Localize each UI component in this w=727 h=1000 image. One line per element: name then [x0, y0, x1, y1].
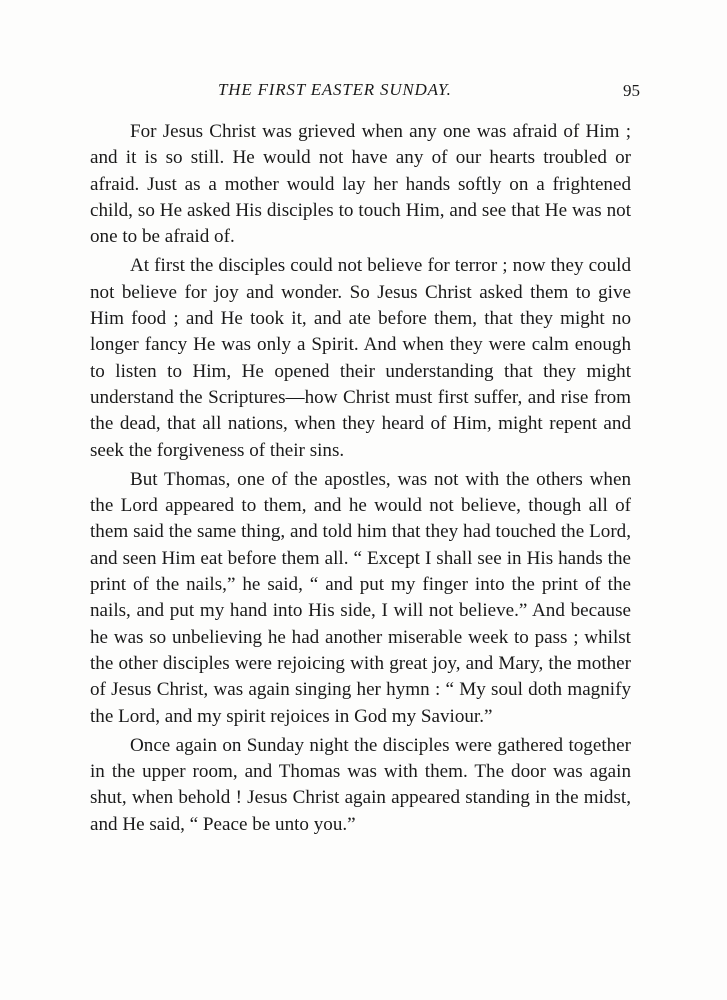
body-text — [90, 119, 631, 841]
running-title: THE FIRST EASTER SUNDAY. — [218, 80, 452, 99]
paragraph: At first the disciples could not believe for terror ; now they could not believe for joy and wonder. So Jesus Christ asked them to give Him food ; and He took it, and ate before them, that they might no longer fancy He was only a Spirit. And when they were calm enough to listen to Him, He opened their understanding that they might understand the Scriptures—how Christ must first suffer, and rise from the dead, that all nations, when they heard of Him, might repent and seek the forgiveness of their sins. — [90, 255, 631, 461]
page-number: 95 — [623, 81, 640, 100]
paragraph: But Thomas, one of the apostles, was not with the others when the Lord appeared to them, and he would not believe, though all of them said the same thing, and told him that they had touched the Lord, and seen Him eat before them all. “ Except I shall see in His hands the print of the nails,” he said, “ and put my finger into the print of the nails, and put my hand into His side, I will not believe.” And because he was so unbelieving he had another miserable week to pass ; whilst the other disciples were rejoicing with great joy, and Mary, the mother of Jesus Christ, was again singing her hymn : “ My soul doth magnify the Lord, and my spirit rejoices in God my Saviour.” — [90, 468, 631, 727]
paragraph: For Jesus Christ was grieved when any one was afraid of Him ; and it is so still. He would not have any of our hearts troubled or afraid. Just as a mother would lay her hands softly on a frightened child, so He asked His disciples to touch Him, and see that He was not one to be afraid of. — [90, 121, 631, 248]
paragraph: Once again on Sunday night the disciples were gathered together in the upper room, and Thomas was with them. The door was again shut, when behold ! Jesus Christ again appeared standing in the midst, and He said, “ Peace be unto you.” — [90, 734, 631, 835]
running-header — [90, 80, 640, 104]
